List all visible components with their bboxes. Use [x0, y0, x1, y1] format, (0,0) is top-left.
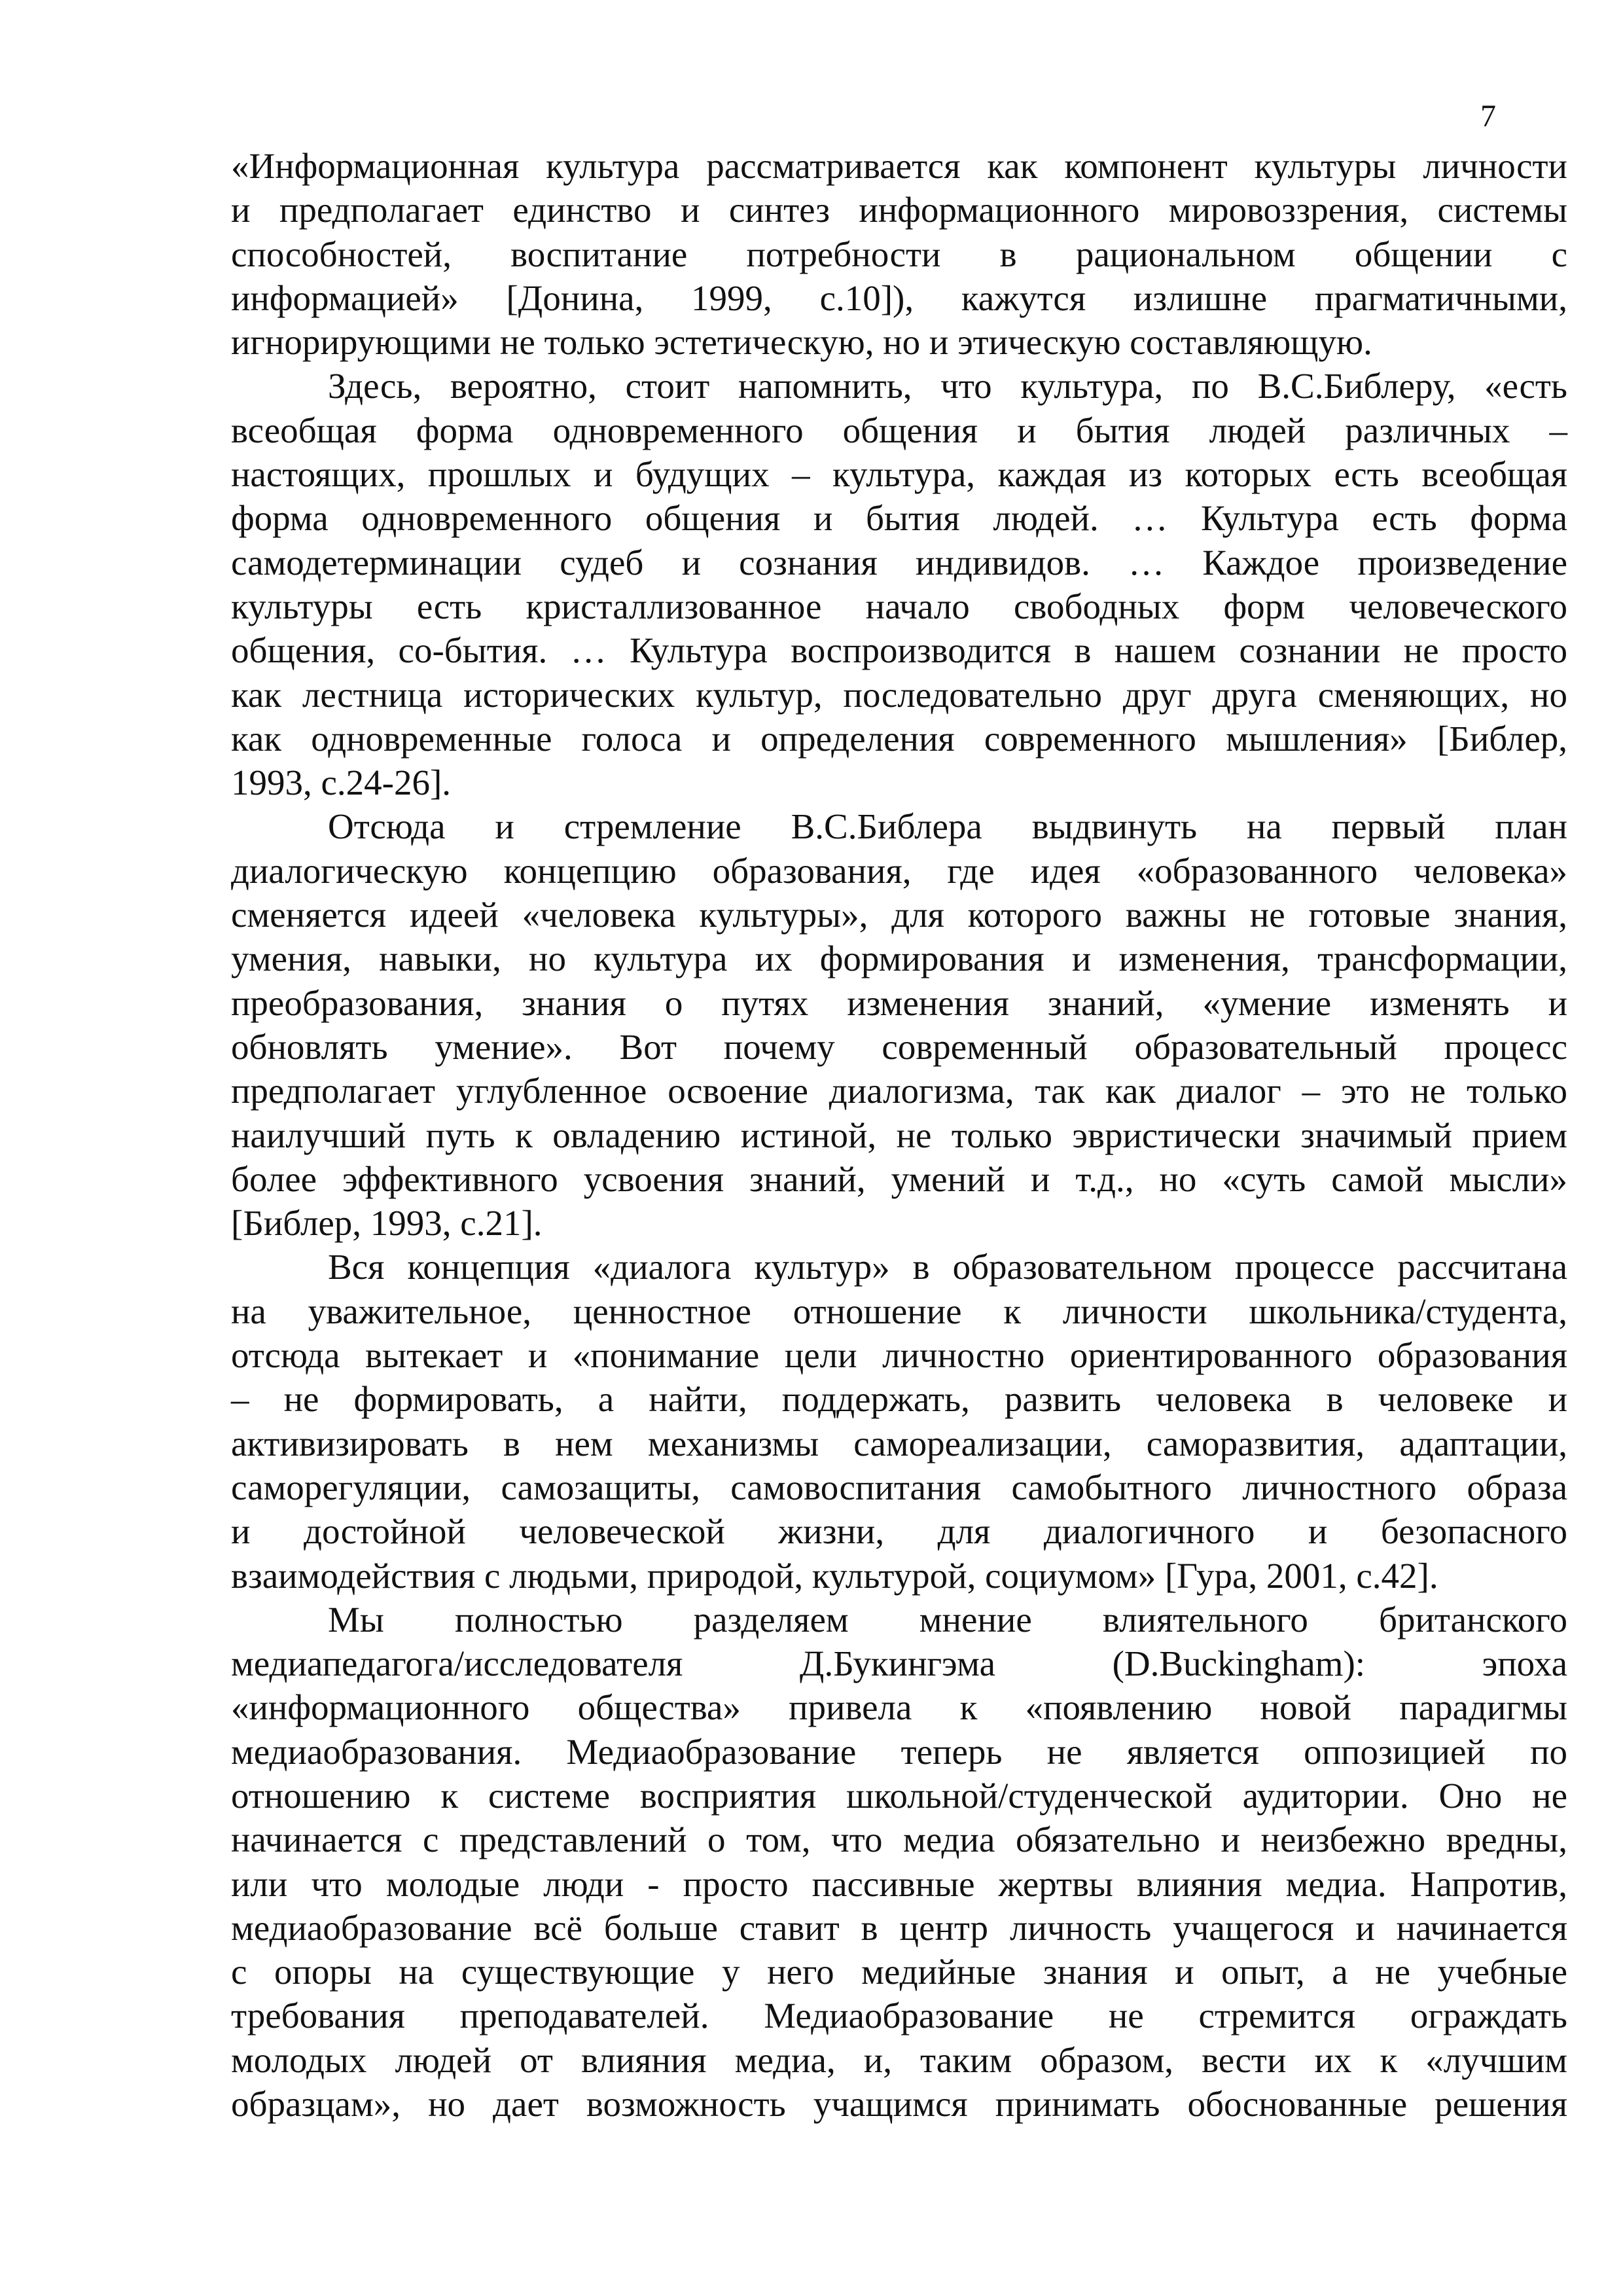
text-line: медиаобразование всё больше ставит в центр личность учащегося и начинается [231, 1907, 1567, 1948]
text-line: «информационного общества» привела к «появлению новой парадигмы [231, 1687, 1567, 1728]
text-line: начинается с представлений о том, что медиа обязательно и неизбежно вредны, [231, 1820, 1567, 1860]
text-line: и достойной человеческой жизни, для диалогичного и безопасного [231, 1511, 1567, 1552]
text-line: – не формировать, а найти, поддержать, развить человека в человеке и [231, 1379, 1567, 1420]
text-line: медиаобразования. Медиаобразование теперь не является оппозицией по [231, 1731, 1567, 1772]
text-line: наилучший путь к овладению истиной, не только эвристически значимый прием [231, 1115, 1567, 1155]
text-line: Мы полностью разделяем мнение влиятельного британского [328, 1599, 1567, 1640]
text-line: преобразования, знания о путях изменения знаний, «умение изменять и [231, 982, 1567, 1023]
text-line: предполагает углубленное освоение диалогизма, так как диалог – это не только [231, 1071, 1567, 1111]
body-text [231, 144, 1567, 2126]
text-line: «Информационная культура рассматривается как компонент культуры личности [231, 146, 1567, 186]
text-line: настоящих, прошлых и будущих – культура, каждая из которых есть всеобщая [231, 454, 1567, 495]
text-line: Вся концепция «диалога культур» в образовательном процессе рассчитана [328, 1247, 1567, 1287]
text-line: самодетерминации судеб и сознания индивидов. … Каждое произведение [231, 542, 1567, 583]
text-line: отсюда вытекает и «понимание цели личностно ориентированного образования [231, 1335, 1567, 1376]
text-line: как лестница исторических культур, последовательно друг друга сменяющих, но [231, 674, 1567, 715]
text-line: диалогическую концепцию образования, где идея «образованного человека» [231, 850, 1567, 891]
text-line: способностей, воспитание потребности в рациональном общении с [231, 234, 1567, 274]
text-line: активизировать в нем механизмы самореализации, саморазвития, адаптации, [231, 1423, 1567, 1463]
text-line: обновлять умение». Вот почему современный образовательный процесс [231, 1026, 1567, 1067]
text-line: культуры есть кристаллизованное начало свободных форм человеческого [231, 586, 1567, 626]
text-line: умения, навыки, но культура их формирования и изменения, трансформации, [231, 939, 1567, 979]
text-line: 1993, с.24-26]. [231, 762, 452, 803]
text-line: как одновременные голоса и определения современного мышления» [Библер, [231, 718, 1567, 759]
text-line: отношению к системе восприятия школьной/студенческой аудитории. Оно не [231, 1775, 1567, 1816]
text-line: игнорирующими не только эстетическую, но и этическую составляющую. [231, 322, 1372, 363]
text-line: Здесь, вероятно, стоит напомнить, что культура, по В.С.Библеру, «есть [328, 366, 1567, 406]
text-line: саморегуляции, самозащиты, самовоспитания самобытного личностного образа [231, 1467, 1567, 1507]
text-line: всеобщая форма одновременного общения и бытия людей различных – [231, 410, 1567, 450]
text-line: взаимодействия с людьми, природой, культурой, социумом» [Гура, 2001, с.42]. [231, 1555, 1438, 1596]
text-line: [Библер, 1993, с.21]. [231, 1203, 543, 1244]
text-line: на уважительное, ценностное отношение к личности школьника/студента, [231, 1291, 1567, 1331]
text-line: общения, со-бытия. … Культура воспроизводится в нашем сознании не просто [231, 630, 1567, 671]
text-line: или что молодые люди - просто пассивные жертвы влияния медиа. Напротив, [231, 1863, 1567, 1904]
text-line: медиапедагога/исследователя Д.Букингэма (D.Buckingham): эпоха [231, 1643, 1567, 1684]
text-line: образцам», но дает возможность учащимся принимать обоснованные решения [231, 2084, 1567, 2125]
text-line: сменяется идеей «человека культуры», для которого важны не готовые знания, [231, 895, 1567, 935]
text-line: Отсюда и стремление В.С.Библера выдвинуть на первый план [328, 806, 1567, 847]
text-line: молодых людей от влияния медиа, и, таким образом, вести их к «лучшим [231, 2039, 1567, 2080]
text-line: с опоры на существующие у него медийные знания и опыт, а не учебные [231, 1952, 1567, 1992]
text-line: и предполагает единство и синтез информационного мировоззрения, системы [231, 190, 1567, 230]
page-number: 7 [1480, 99, 1496, 134]
text-line: форма одновременного общения и бытия людей. … Культура есть форма [231, 498, 1567, 539]
text-line: информацией» [Донина, 1999, с.10]), кажутся излишне прагматичными, [231, 278, 1567, 318]
text-line: более эффективного усвоения знаний, умений и т.д., но «суть самой мысли» [231, 1158, 1567, 1199]
text-line: требования преподавателей. Медиаобразование не стремится ограждать [231, 1996, 1567, 2036]
